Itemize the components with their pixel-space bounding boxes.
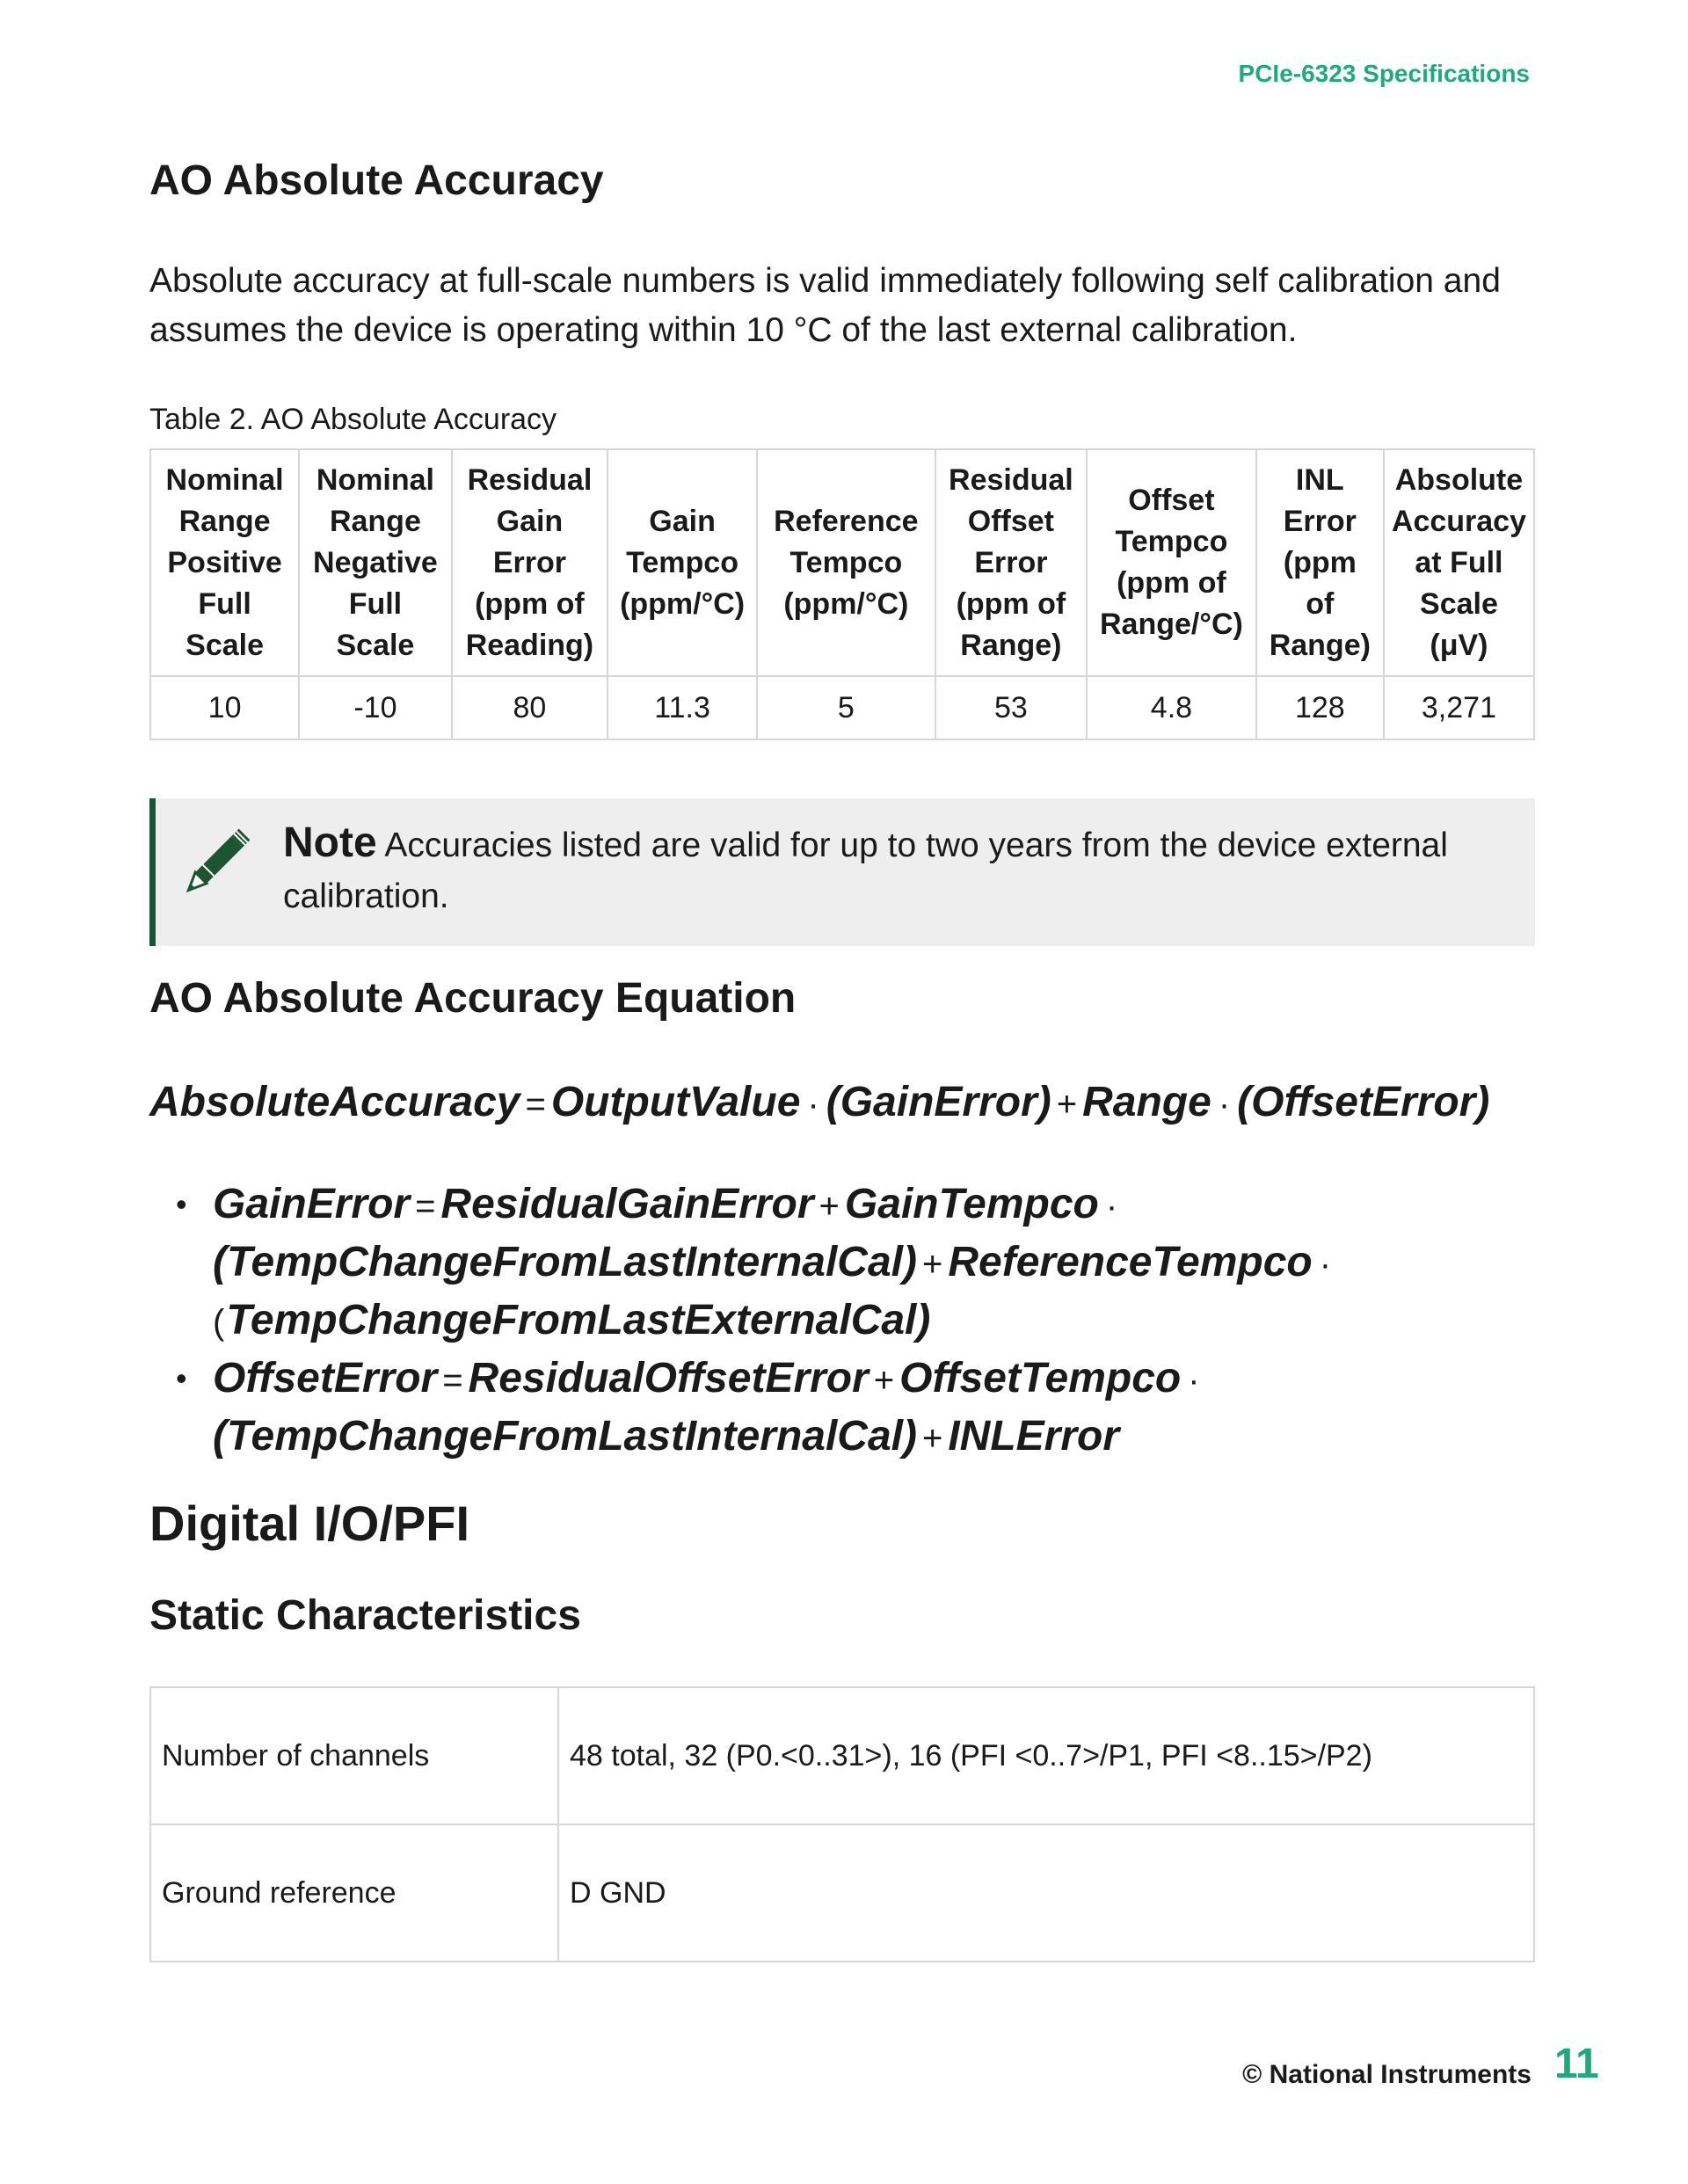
eq-operator: + — [1056, 1085, 1078, 1124]
eq-term: OffsetTempco — [899, 1355, 1182, 1401]
row-label: Ground reference — [150, 1824, 558, 1962]
eq-operator: + — [873, 1361, 895, 1400]
static-characteristics-table — [149, 1686, 1535, 1962]
col-header-absolute-accuracy: Absolute Accuracy at Full Scale (μV) — [1384, 449, 1534, 676]
eq-term: ReferenceTempco — [948, 1239, 1313, 1285]
col-header-offset-tempco: Offset Tempco (ppm of Range/°C) — [1087, 449, 1256, 676]
eq-term: GainTempco — [844, 1181, 1099, 1227]
note-text — [283, 818, 1514, 922]
eq-operator: · — [1218, 1085, 1231, 1124]
section-heading-equation: AO Absolute Accuracy Equation — [149, 975, 797, 1022]
eq-operator: = — [525, 1085, 546, 1124]
table-cell: 10 — [150, 676, 299, 739]
col-header-residual-gain-error: Residual Gain Error (ppm of Reading) — [452, 449, 608, 676]
table-row — [150, 1824, 1534, 1962]
table-cell: 53 — [935, 676, 1087, 739]
row-value: D GND — [558, 1824, 1534, 1962]
eq-term: GainError — [213, 1181, 411, 1227]
col-header-residual-offset-error: Residual Offset Error (ppm of Range) — [935, 449, 1087, 676]
table-cell: 128 — [1256, 676, 1384, 739]
eq-operator: ( — [213, 1303, 225, 1342]
section-heading-ao-accuracy: AO Absolute Accuracy — [149, 157, 604, 204]
list-item — [149, 1176, 1556, 1350]
note-box — [149, 798, 1535, 946]
document-title: PCIe-6323 Specifications — [1238, 60, 1530, 87]
eq-term: (TempChangeFromLastInternalCal) — [213, 1239, 917, 1285]
main-equation — [149, 1078, 1489, 1126]
section-heading-digital-io: Digital I/O/PFI — [149, 1496, 470, 1551]
col-header-negative-range: Nominal Range Negative Full Scale — [299, 449, 452, 676]
eq-term: OutputValue — [550, 1079, 801, 1125]
table-cell: 3,271 — [1384, 676, 1534, 739]
eq-operator: + — [819, 1187, 840, 1226]
eq-term: AbsoluteAccuracy — [149, 1079, 520, 1125]
eq-operator: = — [442, 1361, 463, 1400]
bullet-icon: • — [176, 1186, 187, 1222]
eq-term: Range — [1082, 1079, 1211, 1125]
accuracy-paragraph: Absolute accuracy at full-scale numbers is valid immediately following self calibration and assumes the device is operating within 10 °C of the last external calibration. — [149, 262, 1501, 349]
table-row — [150, 676, 1534, 739]
pencil-icon — [175, 807, 272, 904]
eq-term: ResidualOffsetError — [468, 1355, 869, 1401]
col-header-gain-tempco: Gain Tempco (ppm/°C) — [608, 449, 757, 676]
bullet-icon: • — [176, 1360, 187, 1396]
eq-operator: · — [1188, 1361, 1200, 1400]
eq-operator: · — [807, 1085, 819, 1124]
col-header-inl-error: INL Error (ppm of Range) — [1256, 449, 1384, 676]
table-cell: -10 — [299, 676, 452, 739]
table-row — [150, 1687, 1534, 1824]
note-label: Note — [283, 819, 377, 866]
eq-operator: + — [921, 1419, 943, 1458]
row-value: 48 total, 32 (P0.<0..31>), 16 (PFI <0..7>/P1, PFI <8..15>/P2) — [558, 1687, 1534, 1824]
footer-copyright: © National Instruments — [1242, 2060, 1532, 2089]
subheading-static-characteristics: Static Characteristics — [149, 1592, 581, 1639]
table-header-row — [150, 449, 1534, 676]
col-header-reference-tempco: Reference Tempco (ppm/°C) — [757, 449, 935, 676]
eq-term: TempChangeFromLastExternalCal) — [226, 1297, 931, 1343]
eq-operator: · — [1319, 1245, 1332, 1284]
col-header-positive-range: Nominal Range Positive Full Scale — [150, 449, 299, 676]
table-cell: 5 — [757, 676, 935, 739]
ao-accuracy-table — [149, 448, 1535, 740]
table-caption: Table 2. AO Absolute Accuracy — [149, 403, 557, 436]
page-number: 11 — [1554, 2041, 1599, 2087]
note-body: Accuracies listed are valid for up to two years from the device external calibration. — [283, 826, 1448, 915]
table-cell: 80 — [452, 676, 608, 739]
eq-operator: + — [921, 1245, 943, 1284]
eq-operator: · — [1105, 1187, 1118, 1226]
table-cell: 4.8 — [1087, 676, 1256, 739]
eq-term: (GainError) — [826, 1079, 1051, 1125]
eq-operator: = — [415, 1187, 436, 1226]
eq-term: INLError — [948, 1413, 1120, 1460]
equation-bullet-list — [149, 1176, 1556, 1467]
eq-term: ResidualGainError — [440, 1181, 814, 1227]
table-cell: 11.3 — [608, 676, 757, 739]
eq-term: (OffsetError) — [1237, 1079, 1490, 1125]
row-label: Number of channels — [150, 1687, 558, 1824]
list-item — [149, 1350, 1556, 1467]
eq-term: (TempChangeFromLastInternalCal) — [213, 1413, 917, 1460]
eq-term: OffsetError — [213, 1355, 438, 1401]
